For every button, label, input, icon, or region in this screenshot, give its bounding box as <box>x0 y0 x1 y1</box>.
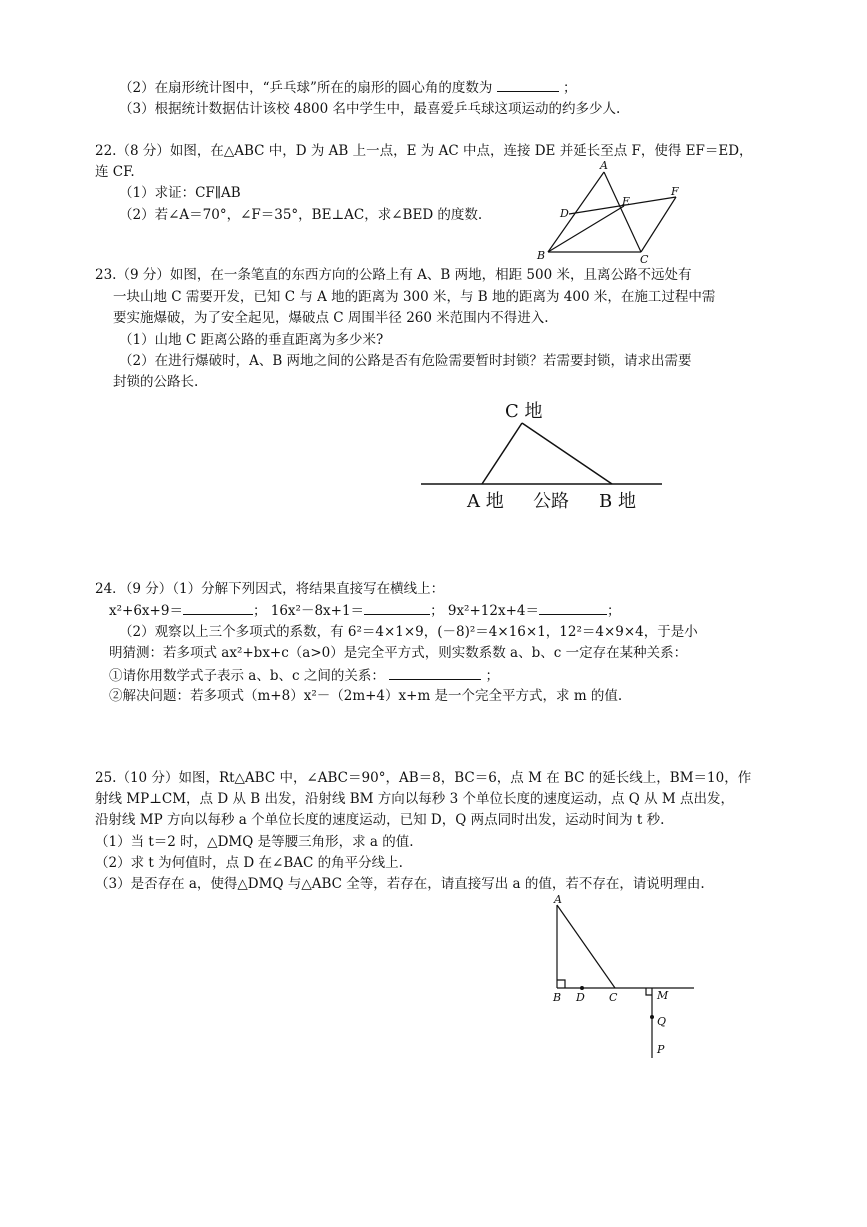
q24-part2b: 明猜测：若多项式 ax²+bx+c（a>0）是完全平方式，则实数系数 a、b、c 一定存在某种关系： <box>109 645 688 661</box>
q25-line3: 沿射线 MP 方向以每秒 a 个单位长度的速度运动，已知 D，Q 两点同时出发，运动时间为 t 秒. <box>95 812 665 828</box>
q23-line1: 23.（9 分）如图，在一条笔直的东西方向的公路上有 A、B 两地，相距 500 米，且离公路不远处有 <box>95 267 692 283</box>
label-q: Q <box>657 1015 667 1028</box>
q23-part2b: 封锁的公路长. <box>113 374 199 390</box>
label-m: M <box>657 989 669 1002</box>
q24-sub2: ②解决问题：若多项式（m+8）x²－（2m+4）x+m 是一个完全平方式，求 m 的值. <box>109 688 623 704</box>
label-c: C <box>609 991 618 1004</box>
q22-part1: （1）求证：CF∥AB <box>119 185 241 201</box>
label-p: P <box>657 1043 665 1056</box>
q25-part2: （2）求 t 为何值时，点 D 在∠BAC 的角平分线上. <box>95 855 403 871</box>
q25-part3: （3）是否存在 a，使得△DMQ 与△ABC 全等，若存在，请直接写出 a 的值，若不存在，请说明理由. <box>95 876 705 892</box>
label-c-site: C 地 <box>505 401 543 422</box>
label-b-site: B 地 <box>599 491 636 512</box>
label-e: E <box>622 195 631 208</box>
q24-line1: 24．（9 分）（1）分解下列因式，将结果直接写在横线上： <box>95 581 445 597</box>
label-d: D <box>576 991 585 1004</box>
label-a: A <box>554 893 562 906</box>
right-angle-m <box>646 988 652 995</box>
q23-part2a: （2）在进行爆破时，A、B 两地之间的公路是否有危险需要暂时封锁？若需要封锁，请求出需要 <box>119 353 692 369</box>
label-f: F <box>671 185 679 198</box>
label-d: D <box>560 207 569 220</box>
label-b: B <box>537 249 546 262</box>
q25-line2: 射线 MP⊥CM，点 D 从 B 出发，沿射线 BM 方向以每秒 3 个单位长度的速度运动，点 Q 从 M 点出发， <box>95 791 735 807</box>
q22-line2: 连 CF. <box>95 164 135 180</box>
right-angle-b <box>557 980 565 988</box>
q23-line3: 要实施爆破，为了安全起见，爆破点 C 周围半径 260 米范围内不得进入. <box>113 310 549 326</box>
label-a-site: A 地 <box>467 491 504 512</box>
label-c: C <box>640 253 649 266</box>
q21-part3: （3）根据统计数据估计该校 4800 名中学生中，最喜爱乒乓球这项运动的约多少人. <box>119 101 621 117</box>
q25-line1: 25.（10 分）如图，Rt△ABC 中，∠ABC＝90°，AB＝8，BC＝6，点 M 在 BC 的延长线上，BM＝10，作 <box>95 770 752 786</box>
segment-ac <box>557 905 615 988</box>
q25-part1: （1）当 t＝2 时，△DMQ 是等腰三角形，求 a 的值. <box>95 834 414 850</box>
q22-part2: （2）若∠A＝70°，∠F＝35°，BE⊥AC，求∠BED 的度数. <box>119 207 483 223</box>
label-road: 公路 <box>533 491 569 512</box>
q24-sub1: ①请你用数学式子表示 a、b、c 之间的关系： ； <box>109 668 499 684</box>
q22-line1: 22.（8 分）如图，在△ABC 中，D 为 AB 上一点，E 为 AC 中点，连接 DE 并延长至点 F，使得 EF＝ED， <box>95 143 753 159</box>
q24-expressions: x²+6x+9＝ ； 16x²－8x+1＝ ； 9x²+12x+4＝ ； <box>109 603 621 619</box>
point-q <box>650 1015 654 1019</box>
label-a: A <box>600 159 608 172</box>
label-b: B <box>553 991 562 1004</box>
q23-line2: 一块山地 C 需要开发，已知 C 与 A 地的距离为 300 米，与 B 地的距离为 400 米，在施工过程中需 <box>113 289 716 305</box>
q23-part1: （1）山地 C 距离公路的垂直距离为多少米? <box>119 332 384 348</box>
q24-part2a: （2）观察以上三个多项式的系数，有 6²＝4×1×9，(－8)²＝4×16×1，12²＝4×9×4，于是小 <box>119 624 698 640</box>
q21-part2: （2）在扇形统计图中，“乒乓球”所在的扇形的圆心角的度数为 ； <box>119 80 577 96</box>
point-d <box>580 986 584 990</box>
